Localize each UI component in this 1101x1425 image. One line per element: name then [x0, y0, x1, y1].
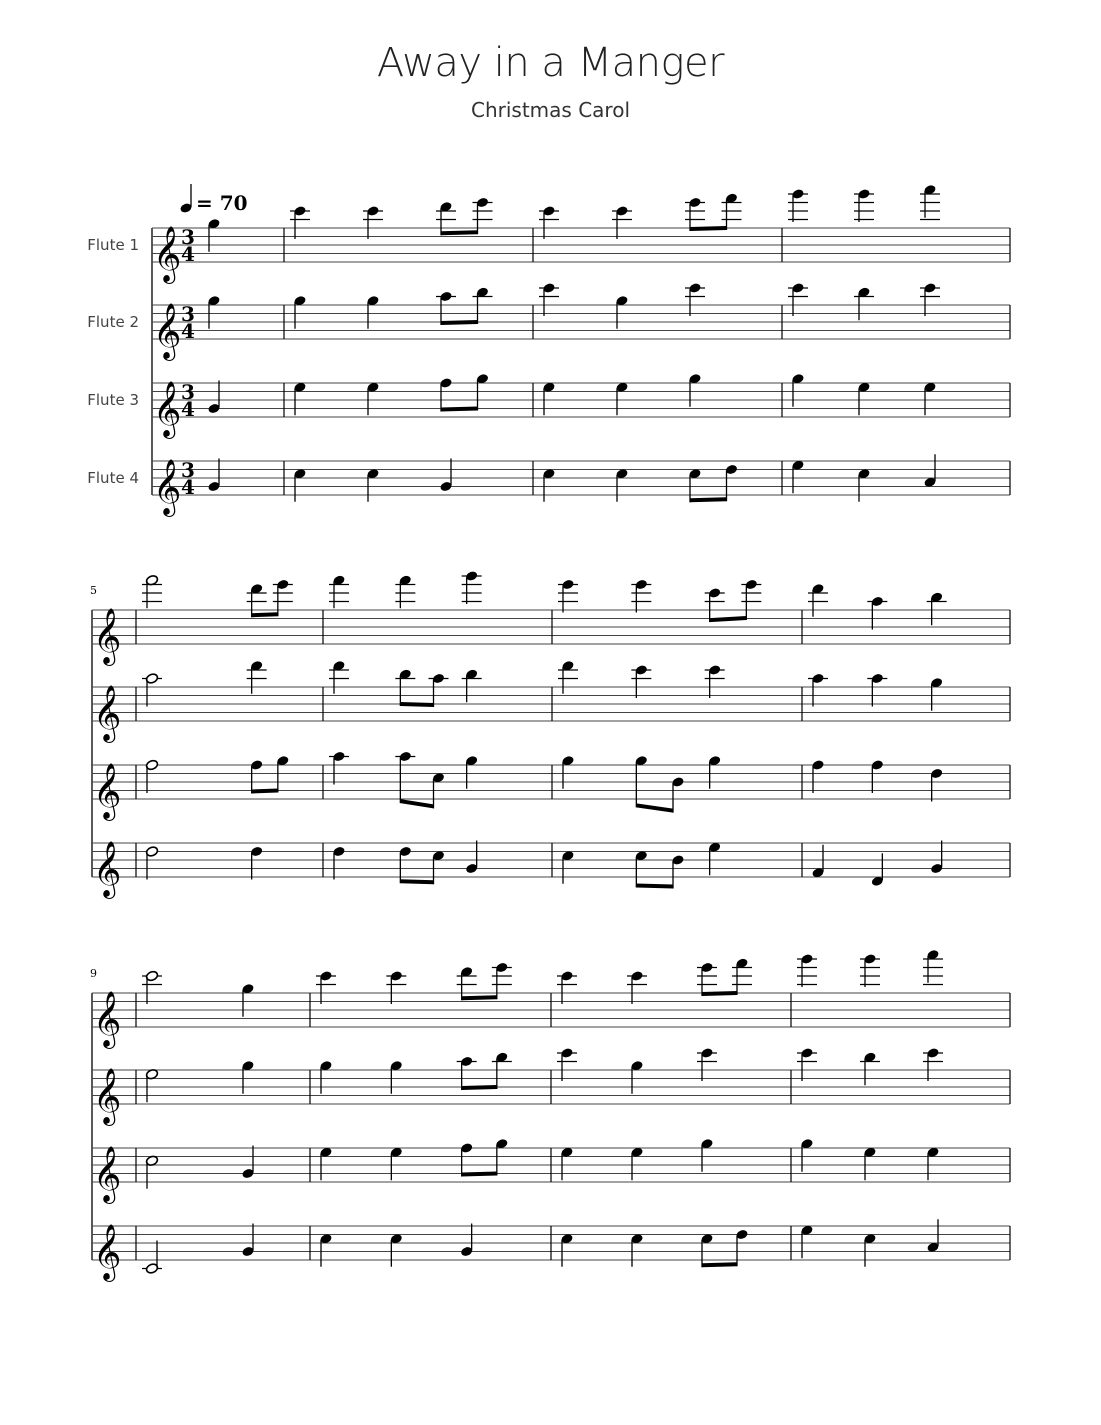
staff	[92, 949, 1010, 1027]
measure	[561, 755, 721, 813]
measure	[145, 755, 289, 794]
note	[631, 579, 651, 613]
treble-clef-icon: 𝄞	[153, 381, 182, 437]
beam	[690, 497, 727, 502]
note	[791, 373, 804, 407]
beam	[636, 803, 673, 812]
note	[465, 841, 478, 875]
note	[319, 1060, 332, 1094]
note	[457, 966, 477, 1000]
note	[926, 1146, 939, 1180]
note	[293, 468, 306, 502]
staff-system	[87, 184, 1010, 502]
note	[615, 381, 628, 415]
note	[207, 459, 220, 493]
note	[399, 846, 412, 884]
staff	[87, 454, 1010, 502]
note	[319, 1146, 332, 1180]
note	[145, 1155, 158, 1189]
measure	[290, 197, 493, 239]
note	[854, 188, 874, 222]
measure	[558, 579, 761, 622]
treble-clef-icon: 𝄞	[93, 841, 122, 897]
note	[247, 583, 267, 617]
beam	[441, 230, 478, 235]
note	[930, 677, 943, 711]
measure	[797, 949, 943, 987]
note	[871, 759, 884, 793]
beam	[636, 883, 673, 888]
note	[788, 188, 808, 222]
note	[558, 660, 578, 694]
note	[811, 759, 824, 793]
note	[923, 949, 943, 985]
note	[557, 970, 577, 1004]
note	[539, 282, 559, 316]
note	[250, 846, 263, 880]
note	[332, 846, 345, 880]
note	[705, 587, 725, 622]
note	[329, 574, 349, 608]
measure	[207, 295, 220, 329]
beam	[702, 1262, 737, 1267]
note	[860, 953, 880, 987]
note	[930, 841, 943, 875]
staff-system	[90, 949, 1010, 1275]
staff	[87, 282, 1010, 343]
treble-clef-icon: 𝄞	[93, 1068, 122, 1124]
note	[145, 846, 158, 880]
time-signature-top: 3	[181, 458, 195, 482]
note	[273, 579, 293, 617]
note	[615, 468, 628, 502]
note	[741, 579, 761, 620]
beam	[441, 320, 478, 325]
note	[863, 1233, 876, 1267]
measure	[142, 660, 267, 707]
beam	[702, 991, 737, 996]
treble-clef-icon: 𝄞	[93, 1146, 122, 1202]
note	[432, 850, 445, 884]
time-signature-bottom: 4	[181, 242, 195, 266]
note	[630, 1060, 643, 1094]
measure	[329, 570, 482, 608]
note	[791, 459, 804, 493]
staff	[92, 1047, 1010, 1104]
note	[871, 853, 884, 887]
note	[697, 1047, 717, 1081]
score-title: Away in a Manger	[376, 40, 725, 86]
treble-clef-icon: 𝄞	[93, 991, 122, 1047]
note	[207, 218, 220, 252]
measure-number: 5	[90, 584, 97, 597]
note	[142, 673, 162, 707]
instrument-label: Flute 1	[87, 236, 139, 254]
measure	[329, 751, 478, 809]
note	[708, 755, 721, 789]
note	[923, 1047, 943, 1081]
treble-clef-icon: 𝄞	[93, 608, 122, 664]
note	[142, 970, 162, 1004]
note	[923, 454, 936, 488]
time-signature-top: 3	[181, 380, 195, 404]
note	[671, 776, 684, 813]
measure	[142, 574, 293, 617]
note	[560, 1146, 573, 1180]
treble-clef-icon: 𝄞	[93, 763, 122, 819]
staff	[92, 841, 1010, 889]
staff	[92, 1138, 1010, 1189]
beam	[462, 1085, 497, 1090]
beam	[400, 702, 433, 707]
beam	[400, 879, 433, 884]
instrument-label: Flute 3	[87, 391, 139, 409]
note	[366, 295, 379, 329]
note	[857, 381, 870, 415]
time-signature-bottom: 4	[181, 397, 195, 421]
note	[293, 295, 306, 329]
measure	[811, 841, 943, 888]
staff-system	[90, 570, 1010, 888]
note	[797, 953, 817, 987]
note	[685, 197, 705, 231]
note	[797, 1047, 817, 1081]
note	[142, 574, 162, 608]
note	[539, 205, 559, 239]
measure	[539, 192, 742, 239]
note	[329, 660, 349, 694]
note	[436, 201, 456, 235]
note	[439, 377, 452, 411]
note	[462, 668, 482, 702]
note	[558, 579, 578, 613]
beam	[462, 995, 497, 1000]
note	[492, 962, 512, 1000]
note	[542, 468, 555, 502]
measure	[788, 282, 940, 320]
note	[460, 1142, 473, 1176]
tempo-marking	[179, 184, 247, 215]
note	[615, 295, 628, 329]
note	[363, 205, 383, 239]
measure	[557, 957, 752, 1004]
beam	[441, 406, 478, 411]
measure	[558, 660, 725, 698]
measure	[316, 962, 512, 1004]
staff	[92, 1219, 1010, 1274]
note	[867, 673, 887, 707]
note	[926, 1219, 939, 1253]
note	[811, 845, 824, 879]
note	[462, 570, 482, 604]
note	[923, 381, 936, 415]
note	[927, 591, 947, 625]
note	[557, 1047, 577, 1081]
note	[366, 468, 379, 502]
measure	[207, 218, 220, 252]
note	[241, 1060, 254, 1094]
measure	[207, 381, 220, 415]
note	[612, 205, 632, 239]
note	[863, 1146, 876, 1180]
beam	[252, 788, 278, 793]
measure	[561, 841, 721, 888]
measure-number: 9	[90, 967, 97, 980]
staff	[87, 373, 1010, 421]
note	[241, 983, 254, 1017]
note	[860, 1051, 880, 1085]
beam	[710, 616, 747, 622]
note	[145, 759, 158, 793]
score-subtitle: Christmas Carol	[471, 98, 630, 122]
time-signature-bottom: 4	[181, 319, 195, 343]
note	[685, 282, 705, 316]
note	[460, 1224, 473, 1258]
note	[708, 841, 721, 875]
note	[395, 751, 415, 803]
note	[457, 1056, 477, 1090]
note	[473, 197, 493, 235]
time-signature-top: 3	[181, 225, 195, 249]
note	[630, 1233, 643, 1267]
note	[627, 970, 647, 1004]
note	[630, 1146, 643, 1180]
note	[697, 962, 717, 996]
measure	[797, 1047, 943, 1085]
beam	[462, 1171, 497, 1176]
note	[207, 381, 220, 415]
note	[700, 1233, 713, 1267]
note	[241, 1224, 254, 1258]
note	[854, 286, 874, 320]
note	[800, 1138, 813, 1172]
note	[390, 1060, 403, 1094]
treble-clef-icon: 𝄞	[153, 459, 182, 515]
treble-clef-icon: 𝄞	[153, 303, 182, 359]
note	[560, 1233, 573, 1267]
staff	[92, 570, 1010, 644]
note	[241, 1146, 254, 1180]
measure	[808, 673, 943, 711]
note	[722, 192, 742, 230]
note	[250, 759, 263, 793]
treble-clef-icon: 𝄞	[93, 1224, 122, 1280]
instrument-label: Flute 4	[87, 469, 139, 487]
measure	[207, 459, 220, 493]
note	[439, 459, 452, 493]
note	[329, 751, 349, 785]
note	[735, 1229, 748, 1267]
beam	[252, 612, 278, 617]
note	[700, 1138, 713, 1172]
note	[705, 664, 725, 698]
staff	[92, 660, 1010, 721]
note	[142, 1241, 162, 1275]
note	[788, 282, 808, 316]
note	[920, 184, 940, 220]
note	[366, 381, 379, 415]
measure	[142, 1224, 255, 1275]
time-signature-bottom: 4	[181, 475, 195, 499]
note	[247, 660, 267, 694]
instrument-label: Flute 2	[87, 313, 139, 331]
note	[561, 850, 574, 884]
note	[429, 673, 449, 707]
staff	[92, 751, 1010, 813]
note	[688, 468, 701, 502]
measure	[788, 184, 940, 222]
tempo-text: = 70	[196, 191, 248, 215]
note	[725, 464, 738, 502]
note	[145, 1068, 158, 1102]
note	[688, 373, 701, 407]
treble-clef-icon: 𝄞	[153, 226, 182, 282]
note	[386, 970, 406, 1004]
treble-clef-icon: 𝄞	[93, 685, 122, 741]
beam	[690, 226, 727, 231]
note	[561, 755, 574, 789]
note	[732, 957, 752, 995]
note	[465, 755, 478, 789]
note	[631, 664, 651, 698]
note	[800, 1224, 813, 1258]
note	[857, 468, 870, 502]
measure	[329, 660, 482, 707]
note	[390, 1233, 403, 1267]
measure	[332, 841, 478, 885]
note	[316, 970, 336, 1004]
note	[207, 295, 220, 329]
measure	[808, 583, 947, 630]
measure	[145, 846, 263, 880]
note	[319, 1233, 332, 1267]
note	[808, 583, 828, 617]
note	[671, 854, 684, 888]
time-signature-top: 3	[181, 302, 195, 326]
note	[930, 768, 943, 802]
note	[290, 205, 310, 239]
note	[542, 381, 555, 415]
note	[808, 673, 828, 707]
note	[390, 1146, 403, 1180]
note	[395, 574, 415, 608]
note	[293, 381, 306, 415]
note	[436, 291, 456, 325]
note	[867, 596, 887, 630]
note	[920, 282, 940, 316]
beam	[400, 799, 433, 808]
